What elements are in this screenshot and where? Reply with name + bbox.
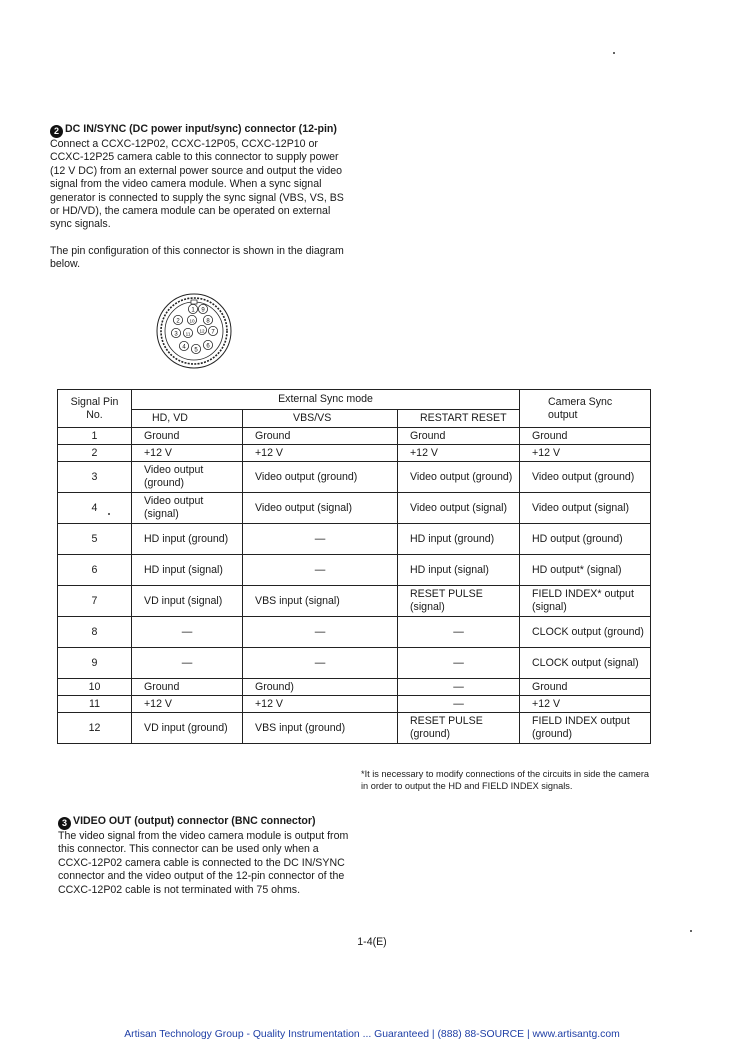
header-vbs-vs: VBS/VS <box>243 410 398 428</box>
cell-restart-reset: HD input (signal) <box>398 555 520 586</box>
table-row <box>58 462 651 493</box>
cell-vbs-vs: Ground) <box>243 679 398 696</box>
cell-pin: 12 <box>58 713 132 744</box>
section-dc-in-sync <box>50 123 350 272</box>
cell-hd-vd: — <box>132 617 243 648</box>
cell-camera-sync: Ground <box>520 679 651 696</box>
cell-vbs-vs: +12 V <box>243 445 398 462</box>
cell-restart-reset: HD input (ground) <box>398 524 520 555</box>
header-camera-sync: Camera Sync output <box>520 390 651 428</box>
cell-camera-sync: +12 V <box>520 696 651 713</box>
cell-camera-sync: +12 V <box>520 445 651 462</box>
page-number: 1-4(E) <box>357 936 387 948</box>
table-row <box>58 445 651 462</box>
cell-camera-sync: CLOCK output (signal) <box>520 648 651 679</box>
pin-assignment-table <box>57 389 651 744</box>
connector-pin-label: 9 <box>201 307 205 314</box>
scan-speck <box>108 513 110 515</box>
cell-vbs-vs: Video output (ground) <box>243 462 398 493</box>
cell-restart-reset: — <box>398 679 520 696</box>
cell-pin: 11 <box>58 696 132 713</box>
cell-hd-vd: Ground <box>132 679 243 696</box>
table-row <box>58 493 651 524</box>
cell-camera-sync: Video output (signal) <box>520 493 651 524</box>
pin-intro: The pin configuration of this connector is shown in the diagram below. <box>50 244 344 271</box>
connector-pin-label: 3 <box>174 331 178 338</box>
cell-pin: 10 <box>58 679 132 696</box>
connector-pin-label: 2 <box>176 318 180 325</box>
table-row <box>58 696 651 713</box>
header-restart-reset: RESTART RESET <box>398 410 520 428</box>
cell-pin: 7 <box>58 586 132 617</box>
table-body <box>58 428 651 744</box>
cell-pin: 8 <box>58 617 132 648</box>
connector-pin-label: 6 <box>206 343 210 350</box>
cell-camera-sync: HD output* (signal) <box>520 555 651 586</box>
cell-vbs-vs: +12 V <box>243 696 398 713</box>
cell-restart-reset: — <box>398 696 520 713</box>
table-row <box>58 586 651 617</box>
cell-vbs-vs: — <box>243 524 398 555</box>
cell-camera-sync: Ground <box>520 428 651 445</box>
connector-pin-label: 7 <box>211 329 215 336</box>
cell-pin: 4 <box>58 493 132 524</box>
cell-pin: 3 <box>58 462 132 493</box>
cell-vbs-vs: — <box>243 555 398 586</box>
header-external-sync: External Sync mode <box>132 390 520 410</box>
table-row <box>58 617 651 648</box>
cell-hd-vd: Ground <box>132 428 243 445</box>
cell-vbs-vs: — <box>243 648 398 679</box>
connector-pin-label: 5 <box>194 347 198 354</box>
scan-speck <box>613 52 615 54</box>
section-heading <box>50 123 350 138</box>
cell-camera-sync: HD output (ground) <box>520 524 651 555</box>
table-row <box>58 428 651 445</box>
cell-hd-vd: VD input (ground) <box>132 713 243 744</box>
section-heading <box>58 815 350 830</box>
header-pin-no: Signal Pin No. <box>58 390 132 428</box>
scan-speck <box>690 930 692 932</box>
cell-vbs-vs: Ground <box>243 428 398 445</box>
connector-key <box>191 300 197 304</box>
section-video-out <box>58 815 350 897</box>
cell-pin: 5 <box>58 524 132 555</box>
connector-pin-label: 8 <box>206 318 210 325</box>
table-row <box>58 648 651 679</box>
section-title: VIDEO OUT (output) connector (BNC connector) <box>73 815 316 827</box>
cell-hd-vd: — <box>132 648 243 679</box>
cell-vbs-vs: VBS input (ground) <box>243 713 398 744</box>
table-row <box>58 713 651 744</box>
section-title: DC IN/SYNC (DC power input/sync) connector (12-pin) <box>65 123 337 135</box>
connector-pin-label: 12 <box>199 328 205 334</box>
footer-banner: Artisan Technology Group - Quality Instrumentation ... Guaranteed | (888) 88-SOURCE | www.artisantg.com <box>124 1029 620 1040</box>
cell-hd-vd: Video output (ground) <box>132 462 243 493</box>
section-number-badge: 2 <box>50 125 63 138</box>
cell-vbs-vs: Video output (signal) <box>243 493 398 524</box>
connector-pin-label: 10 <box>189 318 195 324</box>
cell-hd-vd: Video output (signal) <box>132 493 243 524</box>
cell-vbs-vs: — <box>243 617 398 648</box>
cell-hd-vd: VD input (signal) <box>132 586 243 617</box>
section-number-badge: 3 <box>58 817 71 830</box>
cell-hd-vd: +12 V <box>132 445 243 462</box>
cell-hd-vd: +12 V <box>132 696 243 713</box>
cell-restart-reset: RESET PULSE (signal) <box>398 586 520 617</box>
cell-restart-reset: — <box>398 617 520 648</box>
table-row <box>58 524 651 555</box>
section-body: The video signal from the video camera module is output from this connector. This connector can be used only when a CCXC-12P02 camera cable is connected to the DC IN/SYNC connector and the video output of the 12-pin connector of the CCXC-12P02 cable is not terminated with 75 ohms. <box>58 830 349 896</box>
footnote: *It is necessary to modify connections of the circuits in side the camera in order to output the HD and FIELD INDEX signals. <box>361 769 650 792</box>
connector-pin-label: 11 <box>185 331 191 337</box>
connector-pin-label: 4 <box>182 344 186 351</box>
section-body: Connect a CCXC-12P02, CCXC-12P05, CCXC-12P10 or CCXC-12P25 camera cable to this connector to supply power (12 V DC) from an external power source and output the video signal from the video camera module. When a sync signal generator is connected to supply the sync signal (VBS, VS, BS or HD/VD), the camera module can be operated on external sync signals. <box>50 138 344 231</box>
cell-camera-sync: FIELD INDEX* output (signal) <box>520 586 651 617</box>
cell-restart-reset: Video output (ground) <box>398 462 520 493</box>
cell-restart-reset: +12 V <box>398 445 520 462</box>
cell-restart-reset: Ground <box>398 428 520 445</box>
cell-pin: 9 <box>58 648 132 679</box>
cell-restart-reset: Video output (signal) <box>398 493 520 524</box>
cell-pin: 2 <box>58 445 132 462</box>
cell-hd-vd: HD input (ground) <box>132 524 243 555</box>
table-row <box>58 555 651 586</box>
table-row <box>58 679 651 696</box>
cell-hd-vd: HD input (signal) <box>132 555 243 586</box>
header-hd-vd: HD, VD <box>132 410 243 428</box>
cell-vbs-vs: VBS input (signal) <box>243 586 398 617</box>
cell-restart-reset: RESET PULSE (ground) <box>398 713 520 744</box>
cell-camera-sync: Video output (ground) <box>520 462 651 493</box>
cell-pin: 6 <box>58 555 132 586</box>
cell-camera-sync: CLOCK output (ground) <box>520 617 651 648</box>
connector-diagram <box>155 292 233 370</box>
cell-camera-sync: FIELD INDEX output (ground) <box>520 713 651 744</box>
connector-pins <box>171 304 217 353</box>
connector-pin-label: 1 <box>191 307 195 314</box>
cell-pin: 1 <box>58 428 132 445</box>
cell-restart-reset: — <box>398 648 520 679</box>
